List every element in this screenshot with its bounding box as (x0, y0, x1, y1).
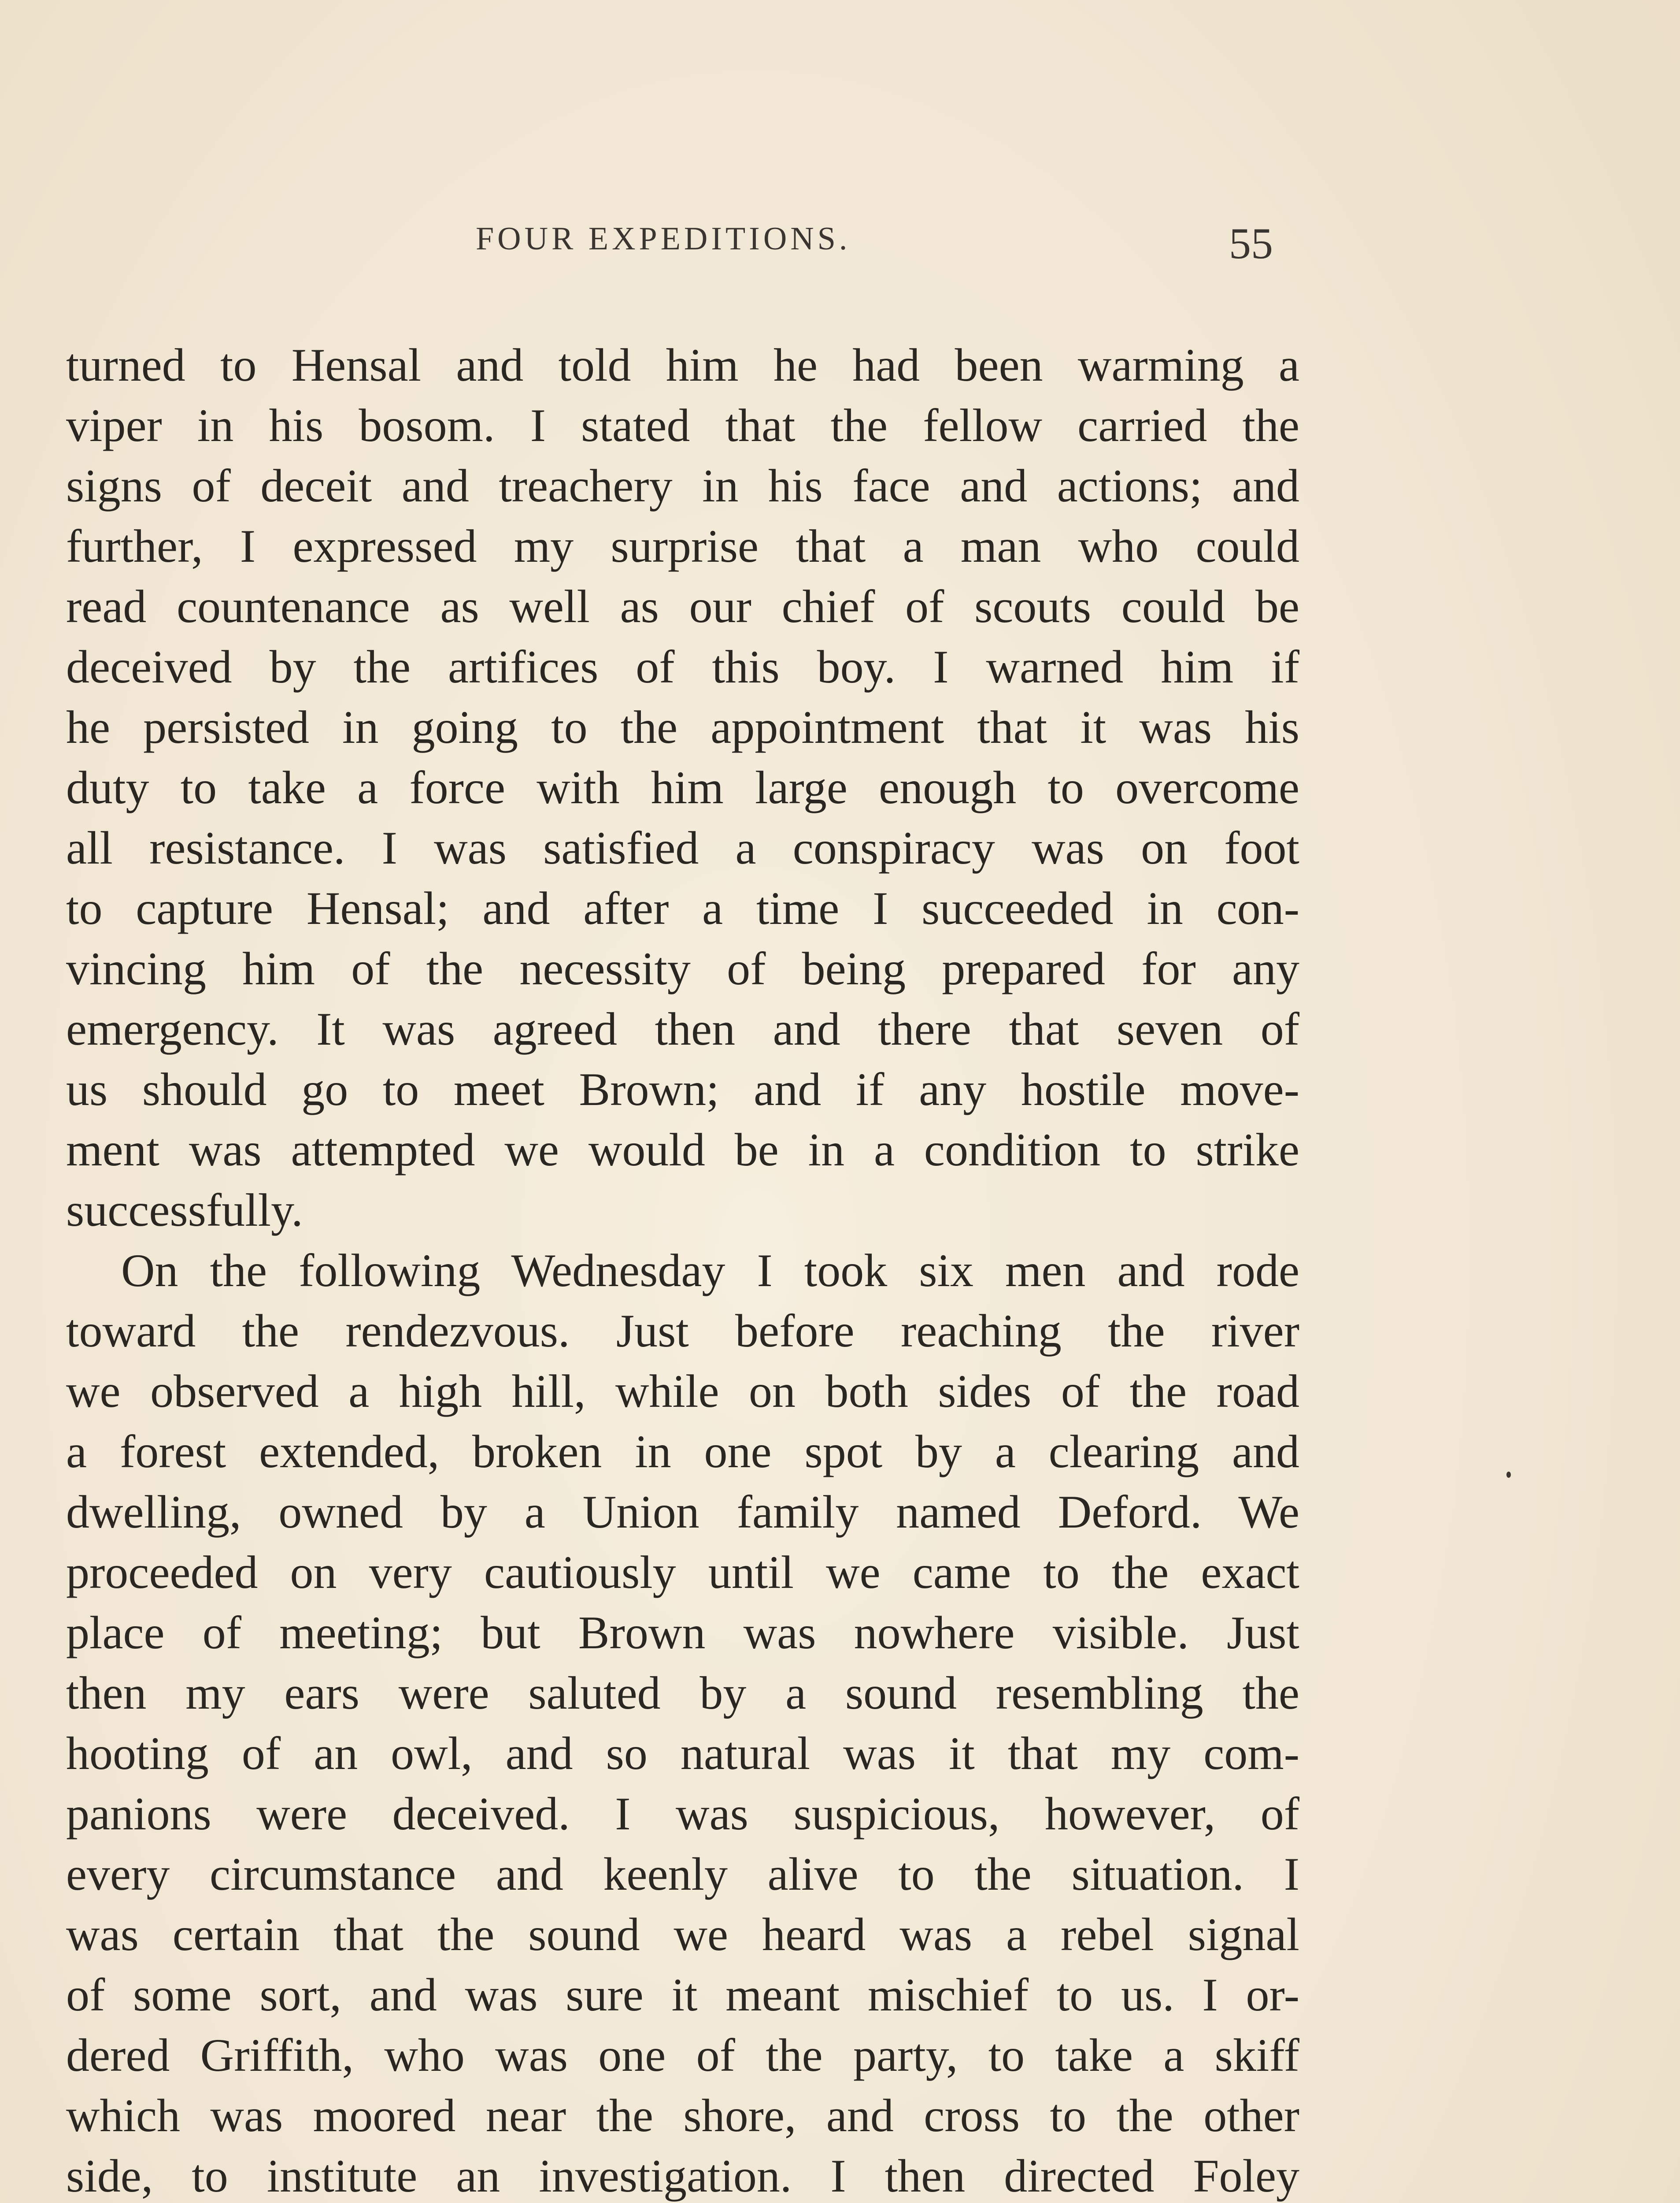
text-line: vincing him of the necessity of being prepared for any (66, 943, 1299, 994)
text-line: proceeded on very cautiously until we came to the exact (66, 1547, 1299, 1598)
text-line: of some sort, and was sure it meant mischief to us. I or- (66, 1969, 1299, 2021)
text-line: duty to take a force with him large enough to overcome (66, 762, 1299, 813)
text-line: successfully. (66, 1184, 303, 1236)
text-line: further, I expressed my surprise that a man who could (66, 520, 1299, 572)
text-line: emergency. It was agreed then and there that seven of (66, 1003, 1299, 1055)
text-line: signs of deceit and treachery in his face and actions; and (66, 460, 1299, 512)
text-line: a forest extended, broken in one spot by a clearing and (66, 1426, 1299, 1477)
text-line: place of meeting; but Brown was nowhere visible. Just (66, 1607, 1299, 1658)
body-text (66, 335, 1299, 2203)
text-line: read countenance as well as our chief of scouts could be (66, 581, 1299, 632)
text-line: deceived by the artifices of this boy. I warned him if (66, 641, 1299, 693)
text-line: every circumstance and keenly alive to the situation. I (66, 1848, 1299, 1900)
text-line: was certain that the sound we heard was a rebel signal (66, 1909, 1299, 1960)
text-line: side, to institute an investigation. I then directed Foley (66, 2150, 1299, 2202)
page-number: 55 (1229, 219, 1273, 268)
text-line: hooting of an owl, and so natural was it that my com- (66, 1728, 1299, 1779)
text-line: On the following Wednesday I took six men and rode (121, 1245, 1299, 1296)
text-line: us should go to meet Brown; and if any hostile move- (66, 1064, 1299, 1115)
text-line: he persisted in going to the appointment that it was his (66, 701, 1299, 753)
text-line: toward the rendezvous. Just before reaching the river (66, 1305, 1299, 1357)
text-line: turned to Hensal and told him he had been warming a (66, 339, 1299, 391)
text-line: panions were deceived. I was suspicious, however, of (66, 1788, 1299, 1840)
text-line: dered Griffith, who was one of the party, to take a skiff (66, 2029, 1299, 2081)
ink-speck (1506, 1472, 1511, 1478)
text-line: ment was attempted we would be in a condition to strike (66, 1124, 1299, 1176)
text-line: we observed a high hill, while on both sides of the road (66, 1365, 1299, 1417)
text-line: viper in his bosom. I stated that the fellow carried the (66, 400, 1299, 451)
text-line: which was moored near the shore, and cross to the other (66, 2090, 1299, 2141)
text-line: dwelling, owned by a Union family named Deford. We (66, 1486, 1299, 1538)
running-title: FOUR EXPEDITIONS. (476, 221, 851, 257)
text-line: then my ears were saluted by a sound resembling the (66, 1667, 1299, 1719)
text-line: to capture Hensal; and after a time I succeeded in con- (66, 883, 1299, 934)
text-line: all resistance. I was satisfied a conspiracy was on foot (66, 822, 1299, 874)
